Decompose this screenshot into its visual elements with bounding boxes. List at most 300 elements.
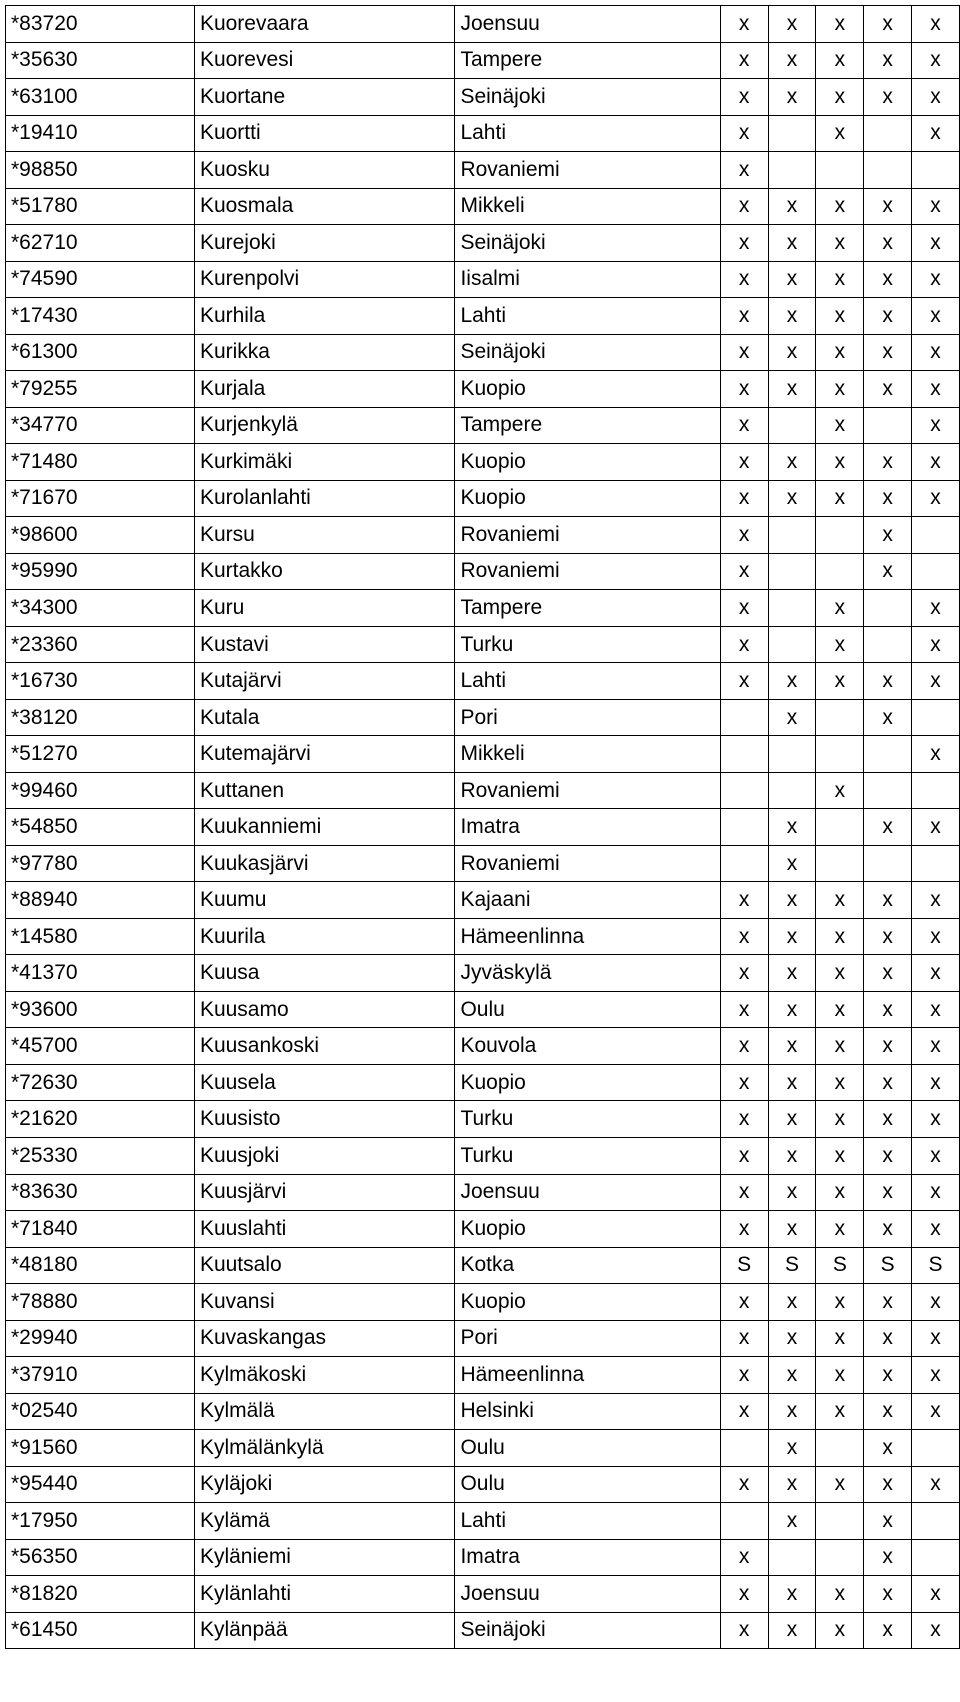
mark-cell-1: x (720, 1320, 768, 1357)
mark-cell-4 (864, 407, 912, 444)
city-cell: Tampere (455, 407, 720, 444)
city-cell: Seinäjoki (455, 79, 720, 116)
mark-cell-2: x (768, 882, 816, 919)
place-name-cell: Kuutsalo (194, 1247, 455, 1284)
table-row (6, 699, 960, 736)
place-name-cell: Kylmäkoski (194, 1357, 455, 1394)
mark-cell-1: x (720, 261, 768, 298)
city-cell: Rovaniemi (455, 553, 720, 590)
city-cell: Oulu (455, 1430, 720, 1467)
place-name-cell: Kylmälä (194, 1393, 455, 1430)
mark-cell-3: x (816, 991, 864, 1028)
mark-cell-2: x (768, 444, 816, 481)
mark-cell-1: x (720, 1612, 768, 1649)
postal-code-cell: *63100 (6, 79, 195, 116)
mark-cell-2: x (768, 1357, 816, 1394)
postal-code-cell: *61450 (6, 1612, 195, 1649)
postal-code-cell: *71840 (6, 1211, 195, 1248)
city-cell: Mikkeli (455, 188, 720, 225)
mark-cell-2: x (768, 1393, 816, 1430)
postal-code-cell: *74590 (6, 261, 195, 298)
mark-cell-2: x (768, 991, 816, 1028)
mark-cell-1: x (720, 152, 768, 189)
place-name-cell: Kurikka (194, 334, 455, 371)
mark-cell-3 (816, 699, 864, 736)
mark-cell-2 (768, 517, 816, 554)
place-name-cell: Kurejoki (194, 225, 455, 262)
postal-code-cell: *81820 (6, 1576, 195, 1613)
mark-cell-3: S (816, 1247, 864, 1284)
table-row (6, 1064, 960, 1101)
mark-cell-1: x (720, 663, 768, 700)
city-cell: Lahti (455, 298, 720, 335)
mark-cell-2: x (768, 1320, 816, 1357)
city-cell: Rovaniemi (455, 845, 720, 882)
table-row (6, 1393, 960, 1430)
place-name-cell: Kustavi (194, 626, 455, 663)
table-row (6, 188, 960, 225)
place-name-cell: Kuusankoski (194, 1028, 455, 1065)
table-row (6, 6, 960, 43)
city-cell: Lahti (455, 663, 720, 700)
mark-cell-1: x (720, 1357, 768, 1394)
mark-cell-2: x (768, 1612, 816, 1649)
mark-cell-2: x (768, 1211, 816, 1248)
place-name-cell: Kuurila (194, 918, 455, 955)
table-row (6, 334, 960, 371)
mark-cell-1: x (720, 407, 768, 444)
mark-cell-4 (864, 590, 912, 627)
mark-cell-5: x (912, 1137, 960, 1174)
postal-code-cell: *88940 (6, 882, 195, 919)
mark-cell-5: x (912, 79, 960, 116)
mark-cell-2: x (768, 298, 816, 335)
mark-cell-4: x (864, 79, 912, 116)
postal-code-cell: *78880 (6, 1284, 195, 1321)
city-cell: Imatra (455, 1539, 720, 1576)
postal-code-cell: *19410 (6, 115, 195, 152)
postal-code-cell: *48180 (6, 1247, 195, 1284)
postal-code-cell: *34770 (6, 407, 195, 444)
mark-cell-1: x (720, 115, 768, 152)
postal-code-cell: *97780 (6, 845, 195, 882)
mark-cell-1: x (720, 1393, 768, 1430)
mark-cell-5: x (912, 1174, 960, 1211)
city-cell: Lahti (455, 115, 720, 152)
mark-cell-3: x (816, 1101, 864, 1138)
postal-code-cell: *14580 (6, 918, 195, 955)
table-row (6, 590, 960, 627)
mark-cell-5: x (912, 736, 960, 773)
mark-cell-1: x (720, 188, 768, 225)
city-cell: Turku (455, 1101, 720, 1138)
mark-cell-4: x (864, 371, 912, 408)
mark-cell-4 (864, 845, 912, 882)
mark-cell-5: x (912, 225, 960, 262)
mark-cell-2: x (768, 699, 816, 736)
mark-cell-4: x (864, 334, 912, 371)
postal-code-cell: *98850 (6, 152, 195, 189)
mark-cell-2: x (768, 42, 816, 79)
mark-cell-1: x (720, 918, 768, 955)
postal-code-cell: *71480 (6, 444, 195, 481)
table-row (6, 1503, 960, 1540)
mark-cell-1: x (720, 517, 768, 554)
mark-cell-2: x (768, 809, 816, 846)
mark-cell-3: x (816, 1284, 864, 1321)
city-cell: Helsinki (455, 1393, 720, 1430)
table-row (6, 1028, 960, 1065)
place-name-cell: Kurolanlahti (194, 480, 455, 517)
city-cell: Jyväskylä (455, 955, 720, 992)
mark-cell-2: x (768, 334, 816, 371)
postal-code-cell: *99460 (6, 772, 195, 809)
mark-cell-4: x (864, 699, 912, 736)
city-cell: Oulu (455, 1466, 720, 1503)
place-name-cell: Kuorevaara (194, 6, 455, 43)
mark-cell-2: x (768, 1284, 816, 1321)
postal-code-cell: *25330 (6, 1137, 195, 1174)
mark-cell-2: x (768, 6, 816, 43)
city-cell: Kuopio (455, 444, 720, 481)
mark-cell-5: x (912, 1101, 960, 1138)
postal-code-cell: *51270 (6, 736, 195, 773)
table-row (6, 626, 960, 663)
city-cell: Turku (455, 1137, 720, 1174)
mark-cell-4: x (864, 1320, 912, 1357)
mark-cell-1: x (720, 955, 768, 992)
mark-cell-3 (816, 1539, 864, 1576)
place-name-cell: Kuukasjärvi (194, 845, 455, 882)
table-row (6, 663, 960, 700)
mark-cell-3: x (816, 444, 864, 481)
table-row (6, 1174, 960, 1211)
mark-cell-1: x (720, 1211, 768, 1248)
mark-cell-5: x (912, 1576, 960, 1613)
mark-cell-2: x (768, 188, 816, 225)
mark-cell-5 (912, 553, 960, 590)
mark-cell-4: x (864, 918, 912, 955)
postal-code-cell: *61300 (6, 334, 195, 371)
place-name-cell: Kutajärvi (194, 663, 455, 700)
mark-cell-4: x (864, 882, 912, 919)
mark-cell-2: x (768, 1503, 816, 1540)
mark-cell-3: x (816, 42, 864, 79)
table-row (6, 882, 960, 919)
mark-cell-1: x (720, 444, 768, 481)
mark-cell-2: x (768, 918, 816, 955)
postal-code-cell: *29940 (6, 1320, 195, 1357)
mark-cell-2: x (768, 1466, 816, 1503)
mark-cell-2: x (768, 225, 816, 262)
mark-cell-4: x (864, 225, 912, 262)
place-name-cell: Kylämä (194, 1503, 455, 1540)
mark-cell-2: x (768, 371, 816, 408)
mark-cell-5 (912, 152, 960, 189)
mark-cell-3: x (816, 371, 864, 408)
table-row (6, 1612, 960, 1649)
mark-cell-5: x (912, 882, 960, 919)
mark-cell-5: x (912, 115, 960, 152)
place-name-cell: Kuusjoki (194, 1137, 455, 1174)
place-name-cell: Kyläjoki (194, 1466, 455, 1503)
mark-cell-4: x (864, 1174, 912, 1211)
place-name-cell: Kuusela (194, 1064, 455, 1101)
mark-cell-5: x (912, 1466, 960, 1503)
place-name-cell: Kuukanniemi (194, 809, 455, 846)
mark-cell-3 (816, 152, 864, 189)
mark-cell-1: x (720, 1174, 768, 1211)
mark-cell-5: x (912, 1284, 960, 1321)
postal-code-cell: *17430 (6, 298, 195, 335)
postal-code-cell: *91560 (6, 1430, 195, 1467)
mark-cell-2 (768, 407, 816, 444)
place-name-cell: Kursu (194, 517, 455, 554)
mark-cell-2: x (768, 1174, 816, 1211)
city-cell: Iisalmi (455, 261, 720, 298)
mark-cell-3: x (816, 1211, 864, 1248)
table-row (6, 79, 960, 116)
postal-code-cell: *83720 (6, 6, 195, 43)
mark-cell-3: x (816, 1137, 864, 1174)
mark-cell-1: x (720, 371, 768, 408)
mark-cell-2 (768, 115, 816, 152)
table-row (6, 1576, 960, 1613)
postal-code-cell: *72630 (6, 1064, 195, 1101)
table-row (6, 809, 960, 846)
mark-cell-4: x (864, 1503, 912, 1540)
table-row (6, 736, 960, 773)
mark-cell-4: x (864, 6, 912, 43)
postal-code-cell: *35630 (6, 42, 195, 79)
mark-cell-1 (720, 1503, 768, 1540)
mark-cell-4: x (864, 517, 912, 554)
mark-cell-4: x (864, 955, 912, 992)
mark-cell-3: x (816, 1466, 864, 1503)
mark-cell-4: x (864, 663, 912, 700)
mark-cell-4: S (864, 1247, 912, 1284)
city-cell: Joensuu (455, 6, 720, 43)
postal-code-cell: *45700 (6, 1028, 195, 1065)
place-name-cell: Kylmälänkylä (194, 1430, 455, 1467)
table-row (6, 918, 960, 955)
place-name-cell: Kuuslahti (194, 1211, 455, 1248)
table-row (6, 845, 960, 882)
mark-cell-4: x (864, 1430, 912, 1467)
mark-cell-2 (768, 152, 816, 189)
city-cell: Oulu (455, 991, 720, 1028)
mark-cell-2 (768, 590, 816, 627)
table-row (6, 152, 960, 189)
mark-cell-3 (816, 1503, 864, 1540)
place-name-cell: Kuvansi (194, 1284, 455, 1321)
mark-cell-1: x (720, 480, 768, 517)
mark-cell-3: x (816, 663, 864, 700)
mark-cell-1 (720, 772, 768, 809)
place-name-cell: Kurtakko (194, 553, 455, 590)
mark-cell-1: x (720, 882, 768, 919)
mark-cell-1: S (720, 1247, 768, 1284)
mark-cell-3: x (816, 225, 864, 262)
mark-cell-5: x (912, 1211, 960, 1248)
mark-cell-2 (768, 736, 816, 773)
mark-cell-3 (816, 809, 864, 846)
mark-cell-3: x (816, 1028, 864, 1065)
mark-cell-3 (816, 553, 864, 590)
postal-code-cell: *38120 (6, 699, 195, 736)
table-row (6, 115, 960, 152)
mark-cell-5 (912, 845, 960, 882)
mark-cell-3: x (816, 1174, 864, 1211)
place-name-cell: Kuortti (194, 115, 455, 152)
table-row (6, 1247, 960, 1284)
place-name-cell: Kuorevesi (194, 42, 455, 79)
mark-cell-2 (768, 553, 816, 590)
mark-cell-5: x (912, 991, 960, 1028)
city-cell: Lahti (455, 1503, 720, 1540)
city-cell: Kuopio (455, 1064, 720, 1101)
mark-cell-3: x (816, 918, 864, 955)
mark-cell-3: x (816, 1357, 864, 1394)
mark-cell-3: x (816, 882, 864, 919)
mark-cell-5 (912, 1503, 960, 1540)
postal-code-cell: *37910 (6, 1357, 195, 1394)
table-row (6, 407, 960, 444)
mark-cell-1: x (720, 1466, 768, 1503)
city-cell: Hämeenlinna (455, 1357, 720, 1394)
city-cell: Kajaani (455, 882, 720, 919)
mark-cell-3 (816, 845, 864, 882)
mark-cell-1: x (720, 298, 768, 335)
mark-cell-2: x (768, 1137, 816, 1174)
mark-cell-3: x (816, 298, 864, 335)
place-name-cell: Kutala (194, 699, 455, 736)
table-row (6, 42, 960, 79)
table-row (6, 955, 960, 992)
place-name-cell: Kuusamo (194, 991, 455, 1028)
postal-code-cell: *62710 (6, 225, 195, 262)
mark-cell-4: x (864, 1612, 912, 1649)
place-name-cell: Kurhila (194, 298, 455, 335)
mark-cell-3: x (816, 590, 864, 627)
mark-cell-4 (864, 152, 912, 189)
mark-cell-5: x (912, 955, 960, 992)
mark-cell-4: x (864, 1466, 912, 1503)
mark-cell-2: x (768, 845, 816, 882)
mark-cell-4: x (864, 1576, 912, 1613)
table-row (6, 772, 960, 809)
city-cell: Tampere (455, 590, 720, 627)
mark-cell-5: x (912, 1028, 960, 1065)
mark-cell-4 (864, 736, 912, 773)
city-cell: Pori (455, 1320, 720, 1357)
mark-cell-4 (864, 626, 912, 663)
mark-cell-2 (768, 1539, 816, 1576)
table-row (6, 991, 960, 1028)
city-cell: Kuopio (455, 480, 720, 517)
mark-cell-1: x (720, 991, 768, 1028)
postal-code-cell: *51780 (6, 188, 195, 225)
postal-code-cell: *23360 (6, 626, 195, 663)
mark-cell-5: x (912, 334, 960, 371)
table-row (6, 298, 960, 335)
mark-cell-5 (912, 1430, 960, 1467)
mark-cell-3: x (816, 334, 864, 371)
place-name-cell: Kurjenkylä (194, 407, 455, 444)
mark-cell-1: x (720, 42, 768, 79)
postal-code-cell: *83630 (6, 1174, 195, 1211)
postal-code-cell: *56350 (6, 1539, 195, 1576)
mark-cell-5: x (912, 809, 960, 846)
city-cell: Joensuu (455, 1576, 720, 1613)
mark-cell-4: x (864, 1064, 912, 1101)
postal-code-cell: *41370 (6, 955, 195, 992)
city-cell: Kuopio (455, 1284, 720, 1321)
mark-cell-2: x (768, 955, 816, 992)
mark-cell-5: x (912, 480, 960, 517)
mark-cell-4: x (864, 1028, 912, 1065)
place-name-cell: Kurkimäki (194, 444, 455, 481)
mark-cell-3: x (816, 1064, 864, 1101)
postal-code-cell: *95440 (6, 1466, 195, 1503)
mark-cell-4: x (864, 261, 912, 298)
city-cell: Kotka (455, 1247, 720, 1284)
mark-cell-1 (720, 736, 768, 773)
table-row (6, 517, 960, 554)
mark-cell-2: x (768, 79, 816, 116)
mark-cell-2: x (768, 663, 816, 700)
place-name-cell: Kyläniemi (194, 1539, 455, 1576)
city-cell: Kuopio (455, 371, 720, 408)
mark-cell-5: x (912, 188, 960, 225)
place-name-cell: Kylänlahti (194, 1576, 455, 1613)
table-row (6, 1101, 960, 1138)
mark-cell-3: x (816, 261, 864, 298)
mark-cell-1: x (720, 1284, 768, 1321)
mark-cell-1: x (720, 334, 768, 371)
mark-cell-2: x (768, 1028, 816, 1065)
mark-cell-1: x (720, 1539, 768, 1576)
city-cell: Seinäjoki (455, 334, 720, 371)
mark-cell-5: x (912, 1357, 960, 1394)
mark-cell-3 (816, 736, 864, 773)
table-row (6, 444, 960, 481)
mark-cell-5: x (912, 918, 960, 955)
place-name-cell: Kuusjärvi (194, 1174, 455, 1211)
mark-cell-3: x (816, 115, 864, 152)
postal-code-cell: *54850 (6, 809, 195, 846)
place-name-cell: Kurjala (194, 371, 455, 408)
mark-cell-5: x (912, 1320, 960, 1357)
place-name-cell: Kurenpolvi (194, 261, 455, 298)
mark-cell-5 (912, 517, 960, 554)
city-cell: Rovaniemi (455, 152, 720, 189)
table-row (6, 553, 960, 590)
table-row (6, 1211, 960, 1248)
city-cell: Tampere (455, 42, 720, 79)
place-name-cell: Kuortane (194, 79, 455, 116)
mark-cell-5: x (912, 1612, 960, 1649)
mark-cell-5: x (912, 407, 960, 444)
mark-cell-4: x (864, 1393, 912, 1430)
mark-cell-4: x (864, 188, 912, 225)
mark-cell-3: x (816, 480, 864, 517)
mark-cell-4: x (864, 444, 912, 481)
mark-cell-1: x (720, 1101, 768, 1138)
mark-cell-5 (912, 699, 960, 736)
mark-cell-3: x (816, 188, 864, 225)
mark-cell-1 (720, 809, 768, 846)
